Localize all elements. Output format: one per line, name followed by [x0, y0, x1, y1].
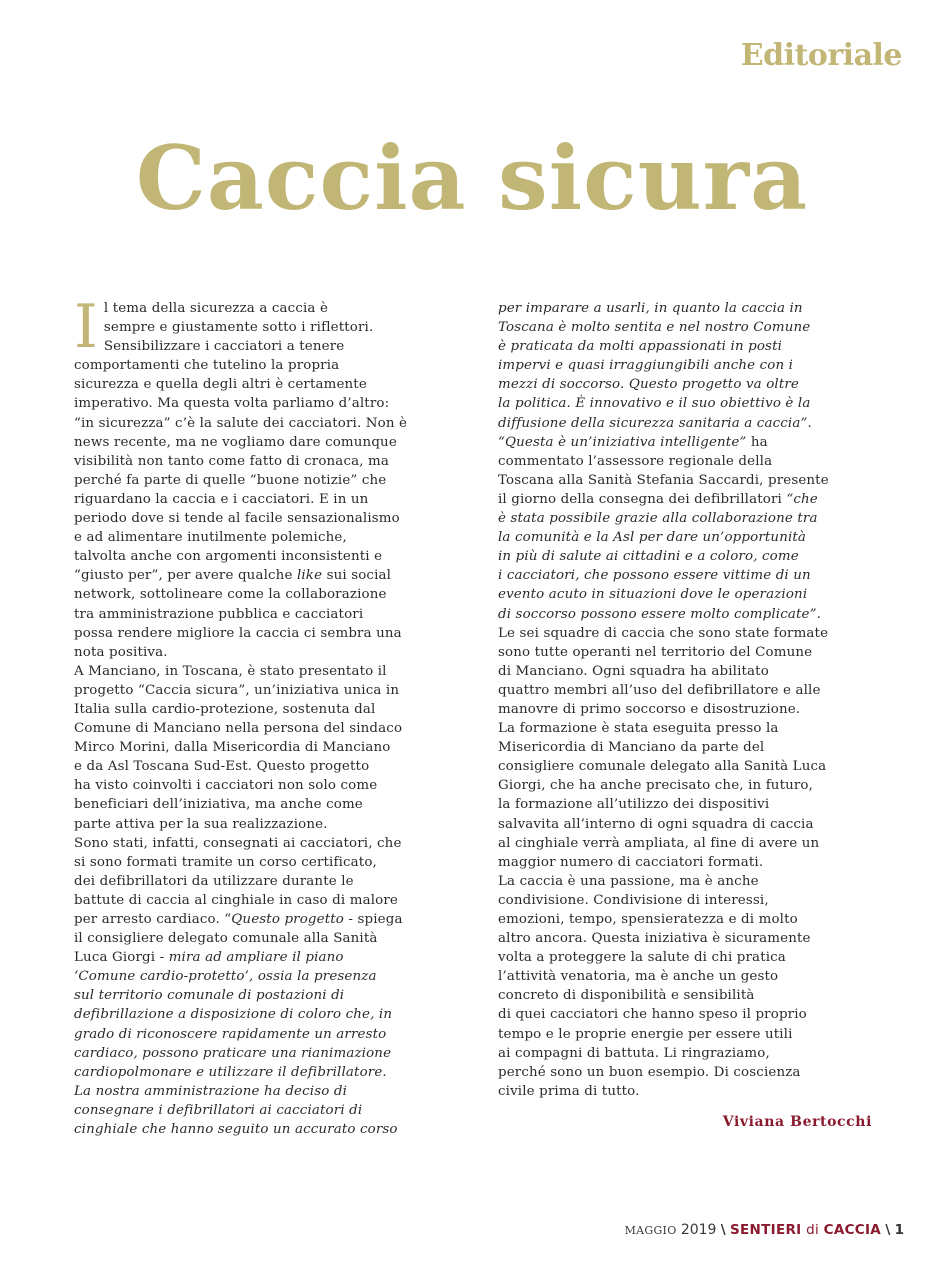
- page-footer: [625, 1222, 904, 1238]
- text-line: [498, 585, 874, 604]
- text-line: [74, 967, 454, 986]
- text-run: è stata possibile grazie alla collaborazione tra: [498, 511, 818, 527]
- text-line: [498, 299, 874, 318]
- text-run: al cinghiale verrà ampliata, al fine di avere un: [498, 835, 820, 851]
- text-run: di quei cacciatori che hanno speso il proprio: [498, 1007, 807, 1023]
- text-line: [74, 624, 454, 643]
- text-line: [74, 356, 454, 375]
- text-run: Comune di Manciano nella persona del sindaco: [74, 721, 403, 737]
- text-line: [74, 662, 454, 681]
- text-line: [498, 375, 874, 394]
- text-line: [74, 394, 454, 413]
- text-line: [74, 299, 454, 318]
- text-run: la formazione all’utilizzo dei dispositivi: [498, 797, 770, 813]
- text-run: nota positiva.: [74, 644, 168, 660]
- text-line: [498, 1063, 874, 1082]
- footer-page-separator: \: [885, 1222, 891, 1238]
- text-run: civile prima di tutto.: [498, 1083, 640, 1099]
- footer-year: 2019: [680, 1222, 717, 1238]
- text-line: [498, 872, 874, 891]
- footer-month: MAGGIO: [624, 1224, 677, 1237]
- text-run: Italia sulla cardio-protezione, sostenuta dal: [74, 701, 376, 717]
- text-run: volta a proteggere la salute di chi pratica: [498, 950, 786, 966]
- text-line: [74, 1120, 454, 1139]
- text-run: Misericordia di Manciano da parte del: [498, 740, 765, 756]
- text-line: [498, 1005, 874, 1024]
- text-run: ha visto coinvolti i cacciatori non solo come: [74, 778, 378, 794]
- text-line: [74, 910, 454, 929]
- text-run: dei defibrillatori da utilizzare durante le: [74, 873, 354, 889]
- text-line: [74, 948, 454, 967]
- magazine-name-part1: SENTIERI: [729, 1222, 802, 1238]
- section-label: Editoriale: [740, 38, 902, 73]
- text-run: evento acuto in situazioni dove le operazioni: [498, 587, 808, 603]
- text-run: l tema della sicurezza a caccia è: [103, 301, 329, 316]
- text-line: [74, 681, 454, 700]
- text-run: riguardano la caccia e i cacciatori. E in un: [74, 491, 369, 507]
- article-column-right: [498, 299, 874, 1101]
- text-line: [498, 452, 874, 471]
- text-line: [74, 986, 454, 1005]
- text-line: [74, 757, 454, 776]
- text-line: [498, 986, 874, 1005]
- text-line: [74, 853, 454, 872]
- text-line: [498, 337, 874, 356]
- text-line: [498, 662, 874, 681]
- text-run: la comunità e la Asl per dare un’opportunità: [498, 530, 807, 546]
- text-line: [498, 471, 874, 490]
- text-run: di soccorso possono essere molto complicate”.: [498, 606, 822, 622]
- text-run: emozioni, tempo, spensieratezza e di molto: [498, 912, 798, 927]
- text-line: [74, 375, 454, 394]
- text-run: like: [296, 568, 323, 584]
- text-line: [74, 872, 454, 891]
- text-line: [498, 776, 874, 795]
- text-line: [498, 643, 874, 662]
- magazine-name: [730, 1222, 881, 1238]
- text-line: [74, 834, 454, 853]
- text-line: [498, 681, 874, 700]
- text-line: [498, 853, 874, 872]
- text-run: La caccia è una passione, ma è anche: [498, 873, 759, 889]
- author-signature: Viviana Bertocchi: [722, 1114, 872, 1130]
- text-line: [74, 433, 454, 452]
- text-line: [74, 318, 454, 337]
- text-line: [498, 948, 874, 967]
- text-run: Mirco Morini, dalla Misericordia di Manciano: [74, 740, 391, 756]
- text-line: [498, 318, 874, 337]
- text-line: [498, 414, 874, 433]
- text-line: [498, 394, 874, 413]
- text-line: [74, 795, 454, 814]
- article-column-left: [74, 292, 454, 1139]
- text-line: [498, 547, 874, 566]
- text-run: il consigliere delegato comunale alla Sanità: [74, 931, 378, 947]
- text-run: sui social: [322, 568, 392, 584]
- text-line: [74, 528, 454, 547]
- text-line: [74, 1101, 454, 1120]
- text-line: [498, 967, 874, 986]
- text-line: [74, 738, 454, 757]
- text-run: ai compagni di battuta. Li ringraziamo,: [498, 1045, 770, 1061]
- text-run: Giorgi, che ha anche precisato che, in futuro,: [498, 778, 814, 794]
- text-run: imperativo. Ma questa volta parliamo d’altro:: [74, 396, 390, 412]
- text-line: [498, 1025, 874, 1044]
- text-run: beneficiari dell’iniziativa, ma anche come: [74, 797, 363, 813]
- text-run: grado di riconoscere rapidamente un arresto: [74, 1026, 387, 1042]
- text-run: network, sottolineare come la collaborazione: [74, 587, 387, 603]
- text-run: per arresto cardiaco. “: [74, 912, 232, 927]
- text-run: l’attività venatoria, ma è anche un gesto: [498, 969, 779, 985]
- text-run: quattro membri all’uso del defibrillatore e alle: [498, 682, 821, 698]
- magazine-name-part3: CACCIA: [823, 1222, 882, 1238]
- text-run: cinghiale che hanno seguito un accurato corso: [74, 1122, 398, 1138]
- text-run: commentato l’assessore regionale della: [498, 453, 773, 469]
- text-line: [74, 1082, 454, 1101]
- text-run: sicurezza e quella degli altri è certamente: [74, 377, 367, 393]
- text-line: [74, 776, 454, 795]
- text-line: [498, 605, 874, 624]
- text-run: maggior numero di cacciatori formati.: [498, 854, 764, 870]
- text-run: Sensibilizzare i cacciatori a tenere: [103, 339, 345, 355]
- text-run: Luca Giorgi -: [74, 950, 169, 966]
- text-line: [498, 719, 874, 738]
- text-run: “Questa è un’iniziativa intelligente”: [498, 434, 747, 450]
- text-run: e ad alimentare inutilmente polemiche,: [74, 530, 347, 546]
- text-run: manovre di primo soccorso e disostruzione.: [498, 701, 801, 717]
- text-run: mezzi di soccorso. Questo progetto va oltre: [498, 377, 800, 393]
- text-line: [74, 891, 454, 910]
- text-run: mira ad ampliare il piano: [168, 950, 344, 966]
- text-run: sono tutte operanti nel territorio del Comune: [498, 644, 813, 660]
- text-run: concreto di disponibilità e sensibilità: [498, 988, 755, 1004]
- text-line: [498, 757, 874, 776]
- text-run: altro ancora. Questa iniziativa è sicuramente: [498, 931, 811, 947]
- text-line: [74, 929, 454, 948]
- text-run: impervi e quasi irraggiungibili anche con i: [498, 358, 794, 374]
- text-run: Toscana è molto sentita e nel nostro Comune: [498, 320, 811, 336]
- text-line: [498, 700, 874, 719]
- text-run: news recente, ma ne vogliamo dare comunque: [74, 434, 397, 450]
- text-line: [74, 815, 454, 834]
- text-run: A Manciano, in Toscana, è stato presentato il: [74, 663, 387, 679]
- text-line: [74, 509, 454, 528]
- text-line: [74, 719, 454, 738]
- text-line: [74, 337, 454, 356]
- text-run: tra amministrazione pubblica e cacciatori: [74, 606, 364, 622]
- text-run: talvolta anche con argomenti inconsistenti e: [74, 549, 383, 565]
- text-run: periodo dove si tende al facile sensazionalismo: [74, 511, 400, 527]
- text-run: si sono formati tramite un corso certificato,: [74, 854, 377, 870]
- text-line: [498, 929, 874, 948]
- text-run: Sono stati, infatti, consegnati ai cacciatori, che: [74, 835, 402, 851]
- drop-cap: I: [74, 292, 98, 362]
- text-run: cardiopolmonare e utilizzare il defibrillatore.: [74, 1064, 387, 1080]
- page-number: 1: [894, 1222, 904, 1238]
- text-run: “che: [786, 491, 818, 507]
- text-line: [498, 356, 874, 375]
- text-run: Questo progetto: [231, 912, 344, 927]
- text-run: comportamenti che tutelino la propria: [74, 358, 340, 374]
- text-run: Toscana alla Sanità Stefania Saccardi, presente: [498, 472, 829, 488]
- text-line: [498, 566, 874, 585]
- text-line: [498, 1044, 874, 1063]
- text-line: [498, 509, 874, 528]
- text-line: [74, 1044, 454, 1063]
- text-line: [498, 1082, 874, 1101]
- text-run: consigliere comunale delegato alla Sanità Luca: [498, 759, 827, 775]
- text-run: sul territorio comunale di postazioni di: [74, 988, 345, 1004]
- text-run: i cacciatori, che possono essere vittime di un: [498, 568, 811, 584]
- magazine-name-part2: di: [801, 1222, 824, 1238]
- text-line: [74, 700, 454, 719]
- text-line: [74, 414, 454, 433]
- text-run: perché fa parte di quelle “buone notizie” che: [74, 472, 387, 488]
- text-run: progetto “Caccia sicura”, un’iniziativa unica in: [74, 682, 400, 698]
- text-run: La formazione è stata eseguita presso la: [498, 721, 779, 737]
- text-line: [498, 738, 874, 757]
- text-run: battute di caccia al cinghiale in caso di malore: [74, 892, 398, 908]
- text-line: [74, 452, 454, 471]
- text-run: consegnare i defibrillatori ai cacciatori di: [74, 1102, 363, 1118]
- text-run: e da Asl Toscana Sud-Est. Questo progetto: [74, 759, 370, 775]
- text-run: condivisione. Condivisione di interessi,: [498, 892, 769, 908]
- text-run: - spiega: [344, 912, 403, 927]
- text-line: [498, 433, 874, 452]
- text-run: salvavita all’interno di ogni squadra di caccia: [498, 816, 814, 832]
- text-line: [74, 1025, 454, 1044]
- text-line: [74, 1063, 454, 1082]
- text-run: perché sono un buon esempio. Di coscienza: [498, 1064, 801, 1080]
- text-run: in più di salute ai cittadini e a coloro, come: [498, 549, 799, 565]
- text-line: [498, 891, 874, 910]
- text-line: [498, 910, 874, 929]
- text-line: [498, 624, 874, 643]
- text-run: la politica. È innovativo e il suo obiettivo è la: [498, 396, 811, 412]
- text-line: [74, 605, 454, 624]
- text-line: [74, 471, 454, 490]
- right-column-text: [498, 299, 874, 1101]
- text-run: è praticata da molti appassionati in posti: [498, 339, 783, 355]
- text-run: il giorno della consegna dei defibrillatori: [498, 491, 787, 507]
- text-run: ha: [746, 434, 768, 450]
- headline: Caccia sicura: [135, 126, 809, 230]
- text-line: [498, 815, 874, 834]
- text-run: Le sei squadre di caccia che sono state formate: [498, 625, 829, 641]
- text-run: possa rendere migliore la caccia ci sembra una: [74, 625, 402, 641]
- text-line: [74, 643, 454, 662]
- text-run: per imparare a usarli, in quanto la caccia in: [498, 301, 803, 316]
- text-run: sempre e giustamente sotto i riflettori.: [103, 320, 374, 336]
- text-run: di Manciano. Ogni squadra ha abilitato: [498, 663, 769, 679]
- text-line: [498, 834, 874, 853]
- text-run: diffusione della sicurezza sanitaria a caccia”.: [498, 415, 812, 431]
- text-line: [74, 547, 454, 566]
- left-column-text: [74, 292, 454, 1139]
- text-run: tempo e le proprie energie per essere utili: [498, 1026, 793, 1042]
- text-line: [498, 528, 874, 547]
- text-run: “in sicurezza” c’è la salute dei cacciatori. Non è: [74, 415, 408, 431]
- text-run: defibrillazione a disposizione di coloro che, in: [74, 1007, 393, 1023]
- text-run: “giusto per”, per avere qualche: [74, 568, 297, 584]
- text-line: [74, 585, 454, 604]
- text-run: cardiaco, possono praticare una rianimazione: [74, 1045, 392, 1061]
- footer-separator: \: [720, 1222, 726, 1238]
- text-line: [498, 490, 874, 509]
- text-run: ‘Comune cardio-protetto’, ossia la presenza: [74, 969, 377, 985]
- text-run: visibilità non tanto come fatto di cronaca, ma: [74, 453, 390, 469]
- text-line: [74, 1005, 454, 1024]
- text-line: [74, 566, 454, 585]
- text-run: La nostra amministrazione ha deciso di: [74, 1083, 348, 1099]
- text-run: parte attiva per la sua realizzazione.: [74, 816, 328, 832]
- text-line: [74, 490, 454, 509]
- text-line: [498, 795, 874, 814]
